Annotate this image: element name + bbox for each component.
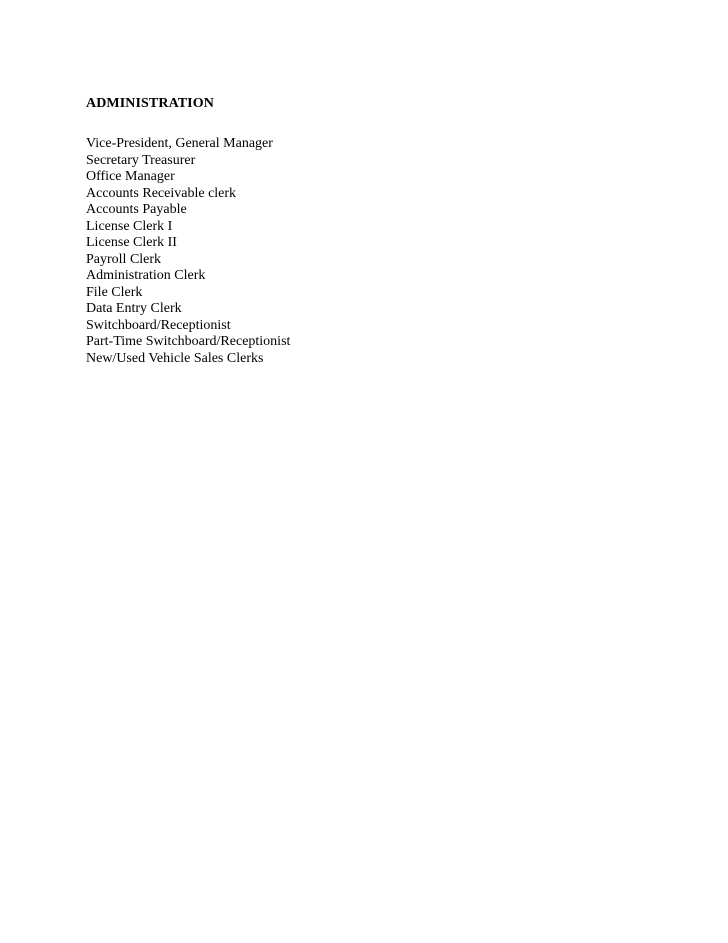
section-heading: ADMINISTRATION (86, 96, 214, 111)
list-item: Part-Time Switchboard/Receptionist (86, 334, 291, 349)
list-item: Administration Clerk (86, 268, 206, 283)
list-item: License Clerk I (86, 218, 173, 234)
list-item: Secretary Treasurer (86, 152, 196, 168)
list-item: New/Used Vehicle Sales Clerks (86, 350, 264, 366)
list-item: Switchboard/Receptionist (86, 317, 231, 333)
list-item: Vice-President, General Manager (86, 136, 273, 151)
list-item: License Clerk II (86, 235, 177, 250)
list-item: Data Entry Clerk (86, 301, 182, 316)
list-item: File Clerk (86, 284, 143, 300)
list-item: Accounts Payable (86, 202, 187, 217)
position-list (86, 136, 646, 367)
list-item: Office Manager (86, 169, 175, 184)
list-item: Payroll Clerk (86, 251, 162, 267)
list-item: Accounts Receivable clerk (86, 185, 237, 201)
document-content (86, 96, 646, 367)
